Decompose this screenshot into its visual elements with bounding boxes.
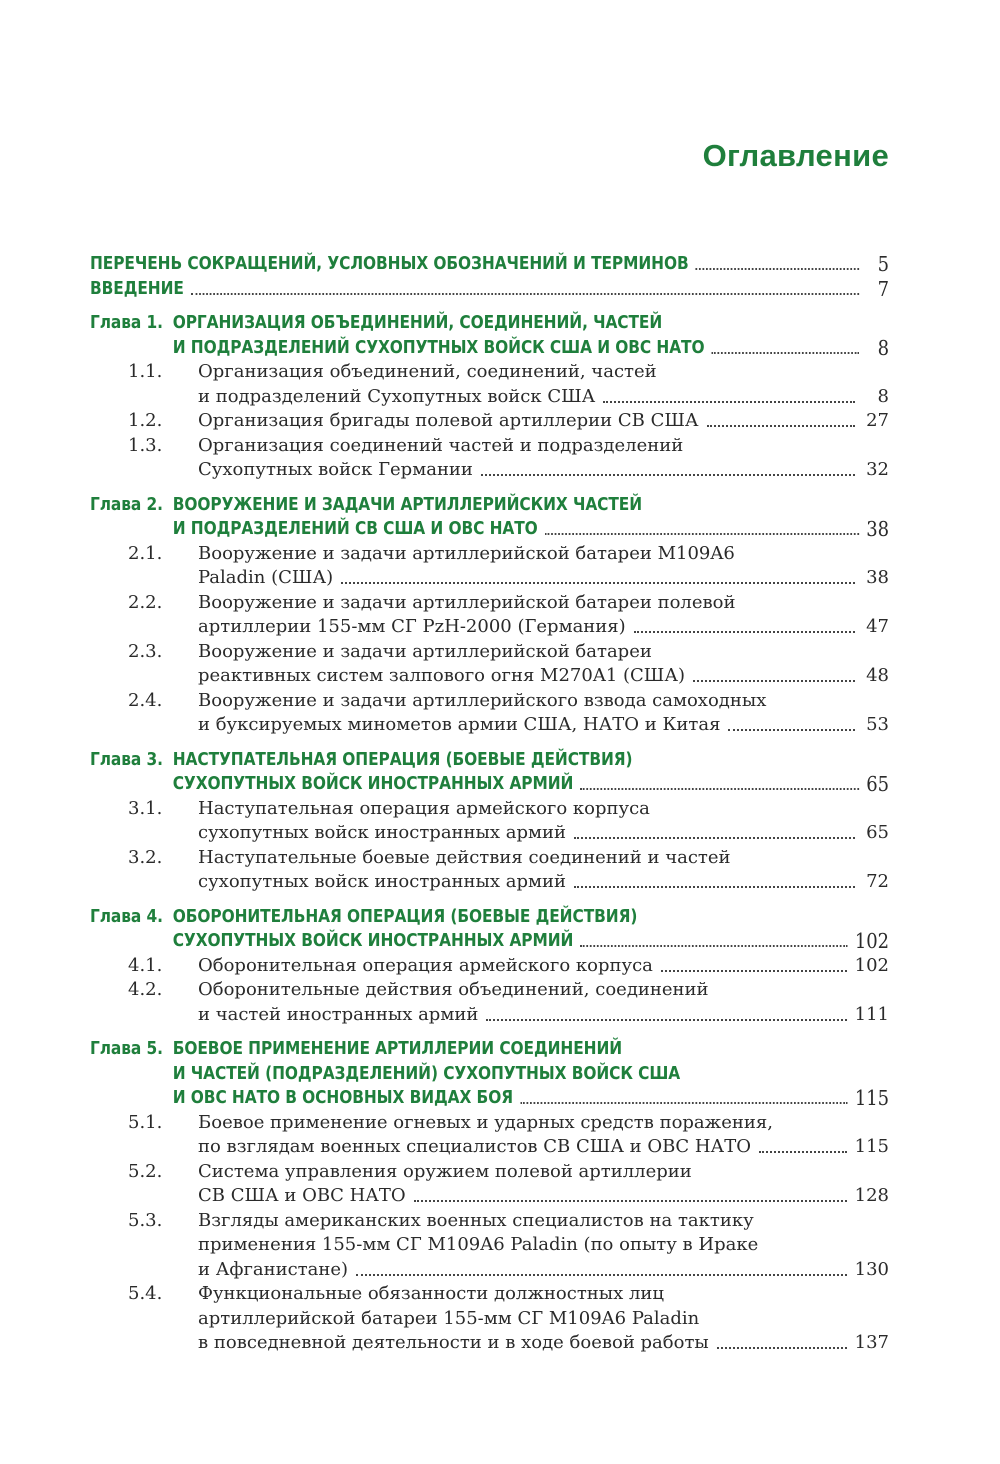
page-number: 5: [877, 252, 889, 276]
page-number: 102: [854, 929, 889, 953]
section-title: по взглядам военных специалистов СВ США и ОВС НАТО: [198, 1136, 751, 1157]
dot-leader: [580, 945, 848, 947]
section-title: и Афганистане): [198, 1258, 349, 1280]
chapter-title: СУХОПУТНЫХ ВОЙСК ИНОСТРАННЫХ АРМИЙ: [172, 774, 574, 794]
section-number: 1.1.: [128, 361, 163, 382]
chapter-title-line[interactable]: [90, 905, 793, 930]
leader-row: [198, 1135, 889, 1160]
leader-row: [198, 385, 889, 410]
section-title: артиллерии 155-мм СГ PzH-2000 (Германия): [198, 616, 626, 637]
section-title-line[interactable]: [90, 566, 889, 591]
leader-row: [198, 1331, 889, 1356]
chapter-title-line[interactable]: [90, 1037, 793, 1062]
section-title: Организация бригады полевой артиллерии СВ США: [198, 410, 699, 431]
section-title: Paladin (США): [198, 567, 334, 588]
chapter-title: ВВЕДЕНИЕ: [90, 278, 184, 299]
table-of-contents: [90, 252, 889, 1356]
section-title: Система управления оружием полевой артиллерии: [198, 1160, 692, 1182]
leader-row: [198, 713, 889, 738]
dot-leader: [520, 1102, 848, 1104]
page-number: 8: [877, 335, 889, 360]
leader-row: [198, 870, 889, 895]
leader-row: [198, 566, 889, 591]
section-title: сухопутных войск иностранных армий: [198, 822, 566, 843]
dot-leader: [574, 886, 855, 888]
page-number: 115: [854, 1086, 889, 1110]
page-title: Оглавление: [702, 138, 889, 173]
section-title-line[interactable]: [90, 1209, 889, 1234]
section-title: реактивных систем залпового огня M270A1 (США): [198, 665, 686, 686]
section-title: Оборонительные действия объединений, соединений: [198, 979, 709, 1000]
section-title-line[interactable]: [90, 1184, 889, 1209]
section-title: Вооружение и задачи артиллерийской батареи: [198, 640, 652, 662]
chapter-title-line[interactable]: [90, 493, 793, 518]
page-number: 115: [854, 1136, 889, 1157]
chapter-title-line[interactable]: [90, 748, 793, 773]
leader-row: [198, 458, 889, 483]
chapter-title: И ПОДРАЗДЕЛЕНИЙ СУХОПУТНЫХ ВОЙСК США И ОВС НАТО: [172, 337, 705, 358]
page-number: 111: [854, 1003, 889, 1025]
page-number: 137: [854, 1332, 889, 1353]
dot-leader: [603, 401, 855, 403]
section-title-line[interactable]: [90, 1003, 889, 1028]
dot-leader: [356, 1274, 847, 1276]
section-title: и подразделений Сухопутных войск США: [198, 385, 596, 407]
chapter-number: Глава 5.: [90, 1039, 163, 1059]
leader-row: [198, 1184, 889, 1209]
section-title-line[interactable]: [90, 954, 889, 979]
section-title-line[interactable]: [90, 542, 889, 567]
chapter-number: Глава 4.: [90, 906, 163, 927]
section-title: Функциональные обязанности должностных лиц: [198, 1283, 665, 1304]
section-title: сухопутных войск иностранных армий: [198, 871, 566, 892]
chapter-title-line[interactable]: [90, 276, 889, 302]
section-title-line[interactable]: [90, 846, 889, 871]
section-title: артиллерийской батареи 155-мм СГ M109A6 Paladin: [198, 1307, 700, 1329]
section-title: Боевое применение огневых и ударных средств поражения,: [198, 1111, 773, 1133]
section-title-line[interactable]: [90, 821, 889, 846]
section-number: 2.4.: [128, 689, 163, 711]
section-title-line[interactable]: [90, 689, 889, 714]
dot-leader: [759, 1151, 847, 1153]
section-title: Взгляды американских военных специалистов на тактику: [198, 1209, 754, 1231]
section-title-line[interactable]: [90, 591, 889, 616]
chapter-gap: [90, 738, 889, 748]
section-title: применения 155-мм СГ M109A6 Paladin (по опыту в Ираке: [198, 1234, 759, 1255]
section-title-line[interactable]: [90, 434, 889, 459]
section-title-line[interactable]: [90, 1160, 889, 1185]
page-number: 48: [866, 665, 889, 686]
page-number: 65: [866, 822, 889, 843]
section-number: 4.2.: [128, 979, 163, 1000]
section-number: 1.3.: [128, 434, 163, 456]
leader-row: [173, 336, 889, 361]
chapter-title-line[interactable]: [90, 335, 889, 361]
page-number: 38: [866, 567, 889, 588]
leader-row: [90, 252, 889, 277]
section-number: 2.3.: [128, 640, 163, 662]
chapter-gap: [90, 483, 889, 493]
chapter-title: ПЕРЕЧЕНЬ СОКРАЩЕНИЙ, УСЛОВНЫХ ОБОЗНАЧЕНИЙ И ТЕРМИНОВ: [90, 254, 689, 274]
chapter-title: ОБОРОНИТЕЛЬНАЯ ОПЕРАЦИЯ (БОЕВЫЕ ДЕЙСТВИЯ): [172, 906, 638, 927]
leader-row: [173, 517, 889, 542]
page-number: 53: [866, 714, 889, 735]
page-number: 47: [866, 616, 889, 637]
dot-leader: [728, 729, 855, 731]
section-title-line[interactable]: [90, 1307, 889, 1332]
section-title: и частей иностранных армий: [198, 1003, 479, 1025]
section-title-line[interactable]: [90, 1258, 889, 1283]
chapter-number: Глава 2.: [90, 494, 163, 515]
leader-row: [198, 615, 889, 640]
section-title: Вооружение и задачи артиллерийской батареи полевой: [198, 591, 736, 613]
chapter-title-line[interactable]: [90, 772, 889, 797]
dot-leader: [661, 970, 847, 972]
section-number: 3.2.: [128, 846, 163, 868]
dot-leader: [481, 474, 855, 476]
section-title: Наступательные боевые действия соединений и частей: [198, 846, 731, 868]
section-number: 3.1.: [128, 797, 163, 819]
section-number: 5.4.: [128, 1283, 163, 1304]
section-title-line[interactable]: [90, 978, 889, 1003]
page-number: 130: [854, 1258, 889, 1280]
page-number: 7: [877, 276, 889, 301]
leader-row: [198, 664, 889, 689]
section-number: 5.2.: [128, 1160, 163, 1182]
chapter-title: НАСТУПАТЕЛЬНАЯ ОПЕРАЦИЯ (БОЕВЫЕ ДЕЙСТВИЯ): [172, 749, 633, 770]
chapter-gap: [90, 1027, 889, 1037]
leader-row: [90, 277, 889, 302]
dot-leader: [693, 680, 855, 682]
section-number: 4.1.: [128, 954, 163, 976]
leader-row: [173, 929, 889, 954]
section-title-line[interactable]: [90, 1135, 889, 1160]
dot-leader: [634, 631, 855, 633]
page-number: 72: [866, 871, 889, 892]
chapter-title: БОЕВОЕ ПРИМЕНЕНИЕ АРТИЛЛЕРИИ СОЕДИНЕНИЙ: [172, 1039, 623, 1059]
chapter-gap: [90, 895, 889, 905]
section-number: 5.1.: [128, 1111, 163, 1133]
section-title-line[interactable]: [90, 870, 889, 895]
chapter-number: Глава 1.: [90, 313, 163, 333]
dot-leader: [574, 837, 855, 839]
section-title-line[interactable]: [90, 1282, 889, 1307]
section-title-line[interactable]: [90, 797, 889, 822]
page-number: 8: [877, 385, 889, 407]
section-title: Оборонительная операция армейского корпуса: [198, 954, 653, 976]
page-number: 102: [854, 954, 889, 976]
section-title-line[interactable]: [90, 664, 889, 689]
chapter-title-line[interactable]: [90, 311, 793, 336]
dot-leader: [545, 533, 859, 535]
dot-leader: [341, 582, 855, 584]
section-title-line[interactable]: [90, 409, 889, 434]
section-title: СВ США и ОВС НАТО: [198, 1185, 406, 1206]
leader-row: [173, 772, 889, 797]
chapter-number: Глава 3.: [90, 749, 163, 770]
chapter-title-line[interactable]: [90, 1086, 889, 1111]
section-title: в повседневной деятельности и в ходе боевой работы: [198, 1332, 709, 1353]
section-title-line[interactable]: [90, 385, 889, 410]
section-title: Вооружение и задачи артиллерийской батареи M109A6: [198, 542, 735, 564]
section-title-line[interactable]: [90, 615, 889, 640]
section-title: Наступательная операция армейского корпуса: [198, 797, 650, 819]
chapter-title: ВООРУЖЕНИЕ И ЗАДАЧИ АРТИЛЛЕРИЙСКИХ ЧАСТЕЙ: [172, 494, 643, 515]
section-title: Организация соединений частей и подразделений: [198, 434, 684, 456]
chapter-gap: [90, 301, 889, 311]
page-number: 65: [866, 772, 889, 796]
page-number: 32: [866, 459, 889, 480]
chapter-title-line[interactable]: [90, 517, 889, 542]
chapter-title: СУХОПУТНЫХ ВОЙСК ИНОСТРАННЫХ АРМИЙ: [172, 931, 574, 951]
section-title-line[interactable]: [90, 640, 889, 665]
section-title: и буксируемых минометов армии США, НАТО и Китая: [198, 714, 721, 735]
dot-leader: [696, 268, 859, 270]
leader-row: [198, 954, 889, 979]
leader-row: [198, 1258, 889, 1283]
dot-leader: [414, 1200, 847, 1202]
leader-row: [173, 1086, 889, 1111]
chapter-title: И ОВС НАТО В ОСНОВНЫХ ВИДАХ БОЯ: [172, 1088, 513, 1108]
section-title: Сухопутных войск Германии: [198, 459, 473, 480]
section-title-line[interactable]: [90, 1111, 889, 1136]
chapter-title-line[interactable]: [90, 929, 889, 954]
section-title: Организация объединений, соединений, частей: [198, 361, 657, 382]
section-number: 5.3.: [128, 1209, 163, 1231]
leader-row: [198, 1003, 889, 1028]
chapter-title: И ЧАСТЕЙ (ПОДРАЗДЕЛЕНИЙ) СУХОПУТНЫХ ВОЙСК США: [172, 1063, 681, 1084]
chapter-title: И ПОДРАЗДЕЛЕНИЙ СВ США И ОВС НАТО: [172, 519, 538, 539]
chapter-title-line[interactable]: [90, 252, 889, 277]
dot-leader: [712, 352, 860, 354]
section-title-line[interactable]: [90, 458, 889, 483]
section-title-line[interactable]: [90, 713, 889, 738]
section-title-line[interactable]: [90, 360, 889, 385]
section-number: 1.2.: [128, 410, 163, 431]
page-number: 27: [866, 410, 889, 431]
leader-row: [198, 409, 889, 434]
dot-leader: [191, 293, 859, 295]
section-title-line[interactable]: [90, 1233, 889, 1258]
section-title-line[interactable]: [90, 1331, 889, 1356]
page-number: 128: [854, 1185, 889, 1206]
section-title: Вооружение и задачи артиллерийского взвода самоходных: [198, 689, 767, 711]
dot-leader: [486, 1019, 846, 1021]
chapter-title: ОРГАНИЗАЦИЯ ОБЪЕДИНЕНИЙ, СОЕДИНЕНИЙ, ЧАСТЕЙ: [172, 313, 663, 333]
dot-leader: [717, 1347, 847, 1349]
page-number: 38: [866, 517, 889, 541]
leader-row: [198, 821, 889, 846]
section-number: 2.2.: [128, 591, 163, 613]
chapter-title-line[interactable]: [90, 1062, 793, 1087]
dot-leader: [580, 788, 859, 790]
section-number: 2.1.: [128, 542, 163, 564]
dot-leader: [707, 425, 855, 427]
